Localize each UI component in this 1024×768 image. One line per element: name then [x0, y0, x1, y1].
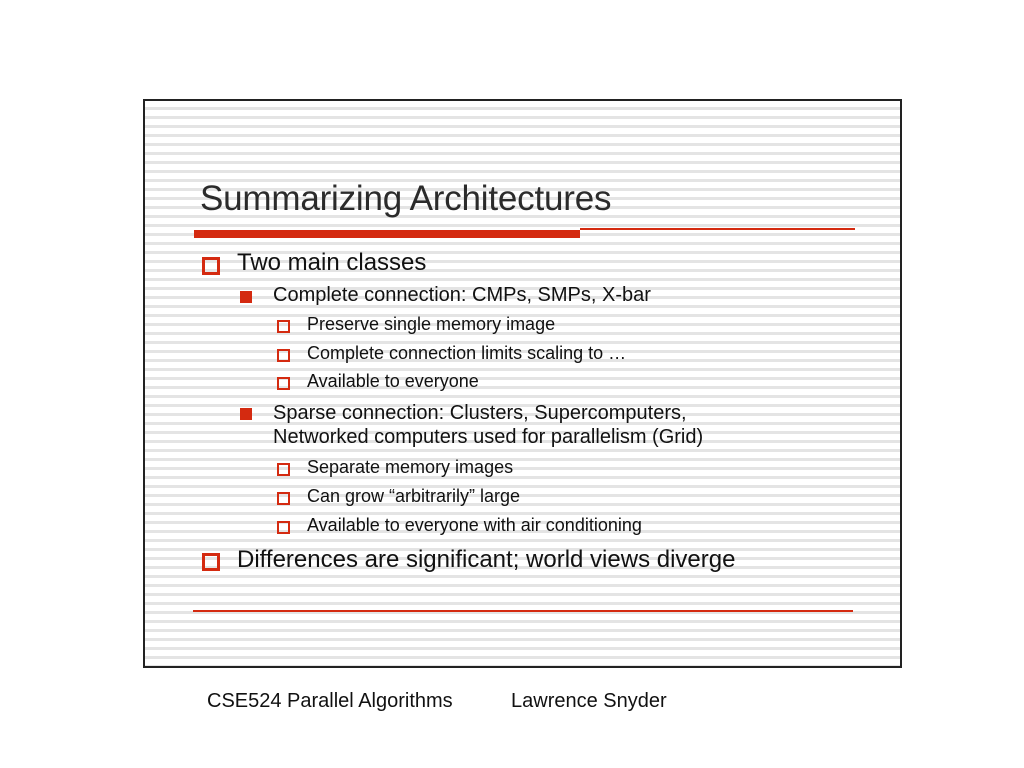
bullet-text: Separate memory images — [307, 457, 514, 477]
slide — [143, 99, 902, 668]
bullet-text-line1: Sparse connection: Clusters, Supercomputers, — [273, 402, 687, 424]
hollow-square-bullet-icon — [202, 553, 220, 571]
bullet-text: Preserve single memory image — [307, 314, 556, 334]
bullet-text: Can grow “arbitrarily” large — [307, 486, 521, 506]
hollow-square-bullet-icon — [277, 521, 290, 534]
hollow-square-bullet-icon — [277, 377, 290, 390]
hollow-square-bullet-icon — [277, 320, 290, 333]
bullet-text: Two main classes — [237, 249, 427, 276]
bullet-text: Complete connection limits scaling to … — [307, 343, 627, 363]
solid-square-bullet-icon — [240, 291, 252, 303]
hollow-square-bullet-icon — [277, 463, 290, 476]
bullet-text: Differences are significant; world views diverge — [237, 546, 736, 573]
slide-title: Summarizing Architectures — [200, 179, 612, 218]
footer-author: Lawrence Snyder — [511, 690, 667, 712]
bullet-text: Available to everyone with air conditioning — [307, 515, 642, 535]
hollow-square-bullet-icon — [277, 349, 290, 362]
bullet-text-line2: Networked computers used for parallelism (Grid) — [273, 426, 704, 448]
title-underline-thin — [580, 228, 855, 230]
bottom-rule — [193, 610, 853, 612]
footer-course: CSE524 Parallel Algorithms — [207, 690, 453, 712]
solid-square-bullet-icon — [240, 408, 252, 420]
hollow-square-bullet-icon — [277, 492, 290, 505]
hollow-square-bullet-icon — [202, 257, 220, 275]
bullet-text: Complete connection: CMPs, SMPs, X-bar — [273, 284, 651, 306]
bullet-text: Available to everyone — [307, 371, 479, 391]
title-underline-thick — [194, 230, 580, 238]
